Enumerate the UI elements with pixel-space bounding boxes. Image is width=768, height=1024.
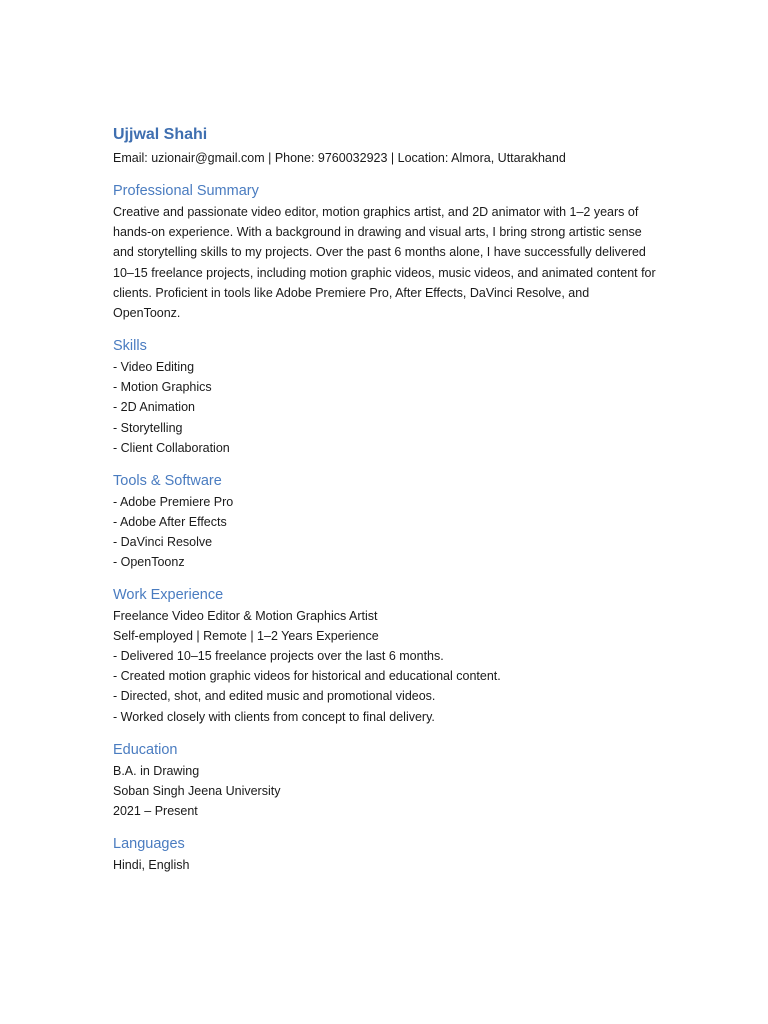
skills-list bbox=[113, 357, 658, 457]
tool-item: - OpenToonz bbox=[113, 554, 185, 569]
summary-heading: Professional Summary bbox=[113, 183, 259, 199]
tools-list bbox=[113, 492, 658, 572]
summary-text: Creative and passionate video editor, motion graphics artist, and 2D animator with 1–2 years of hands-on experience. With a background in drawing and visual arts, I bring strong artistic sense and storytelling skills to my projects. Over the past 6 months alone, I have successfully delivered 10–15 freelance projects, including motion graphic videos, music videos, and animated content for clients. Proficient in tools like Adobe Premiere Pro, After Effects, DaVinci Resolve, and OpenToonz. bbox=[113, 205, 656, 321]
contact-line: Email: uzionair@gmail.com | Phone: 9760032923 | Location: Almora, Uttarakhand bbox=[113, 151, 566, 165]
skills-heading: Skills bbox=[113, 338, 147, 355]
tools-heading: Tools & Software bbox=[113, 472, 222, 489]
skill-item: - Video Editing bbox=[113, 360, 195, 375]
skill-item: - Motion Graphics bbox=[113, 380, 212, 395]
experience-meta: Self-employed | Remote | 1–2 Years Experience bbox=[113, 629, 379, 644]
education-heading: Education bbox=[113, 741, 178, 758]
skill-item: - 2D Animation bbox=[113, 400, 195, 415]
experience-heading: Work Experience bbox=[113, 587, 224, 604]
tool-item: - Adobe After Effects bbox=[113, 514, 227, 529]
education-institution: Soban Singh Jeena University bbox=[113, 783, 281, 798]
resume-document bbox=[113, 124, 658, 875]
experience-item: - Delivered 10–15 freelance projects over the last 6 months. bbox=[113, 649, 444, 664]
experience-item: - Worked closely with clients from concept to final delivery. bbox=[113, 709, 435, 724]
languages-text: Hindi, English bbox=[113, 857, 190, 872]
languages-heading: Languages bbox=[113, 835, 185, 852]
skill-item: - Storytelling bbox=[113, 420, 183, 435]
skill-item: - Client Collaboration bbox=[113, 440, 230, 455]
tool-item: - Adobe Premiere Pro bbox=[113, 494, 234, 509]
tool-item: - DaVinci Resolve bbox=[113, 534, 213, 549]
experience-role: Freelance Video Editor & Motion Graphics Artist bbox=[113, 609, 378, 624]
experience-item: - Created motion graphic videos for historical and educational content. bbox=[113, 669, 501, 684]
education-years: 2021 – Present bbox=[113, 803, 198, 818]
education-degree: B.A. in Drawing bbox=[113, 763, 200, 778]
candidate-name: Ujjwal Shahi bbox=[113, 126, 208, 143]
experience-list bbox=[113, 646, 658, 726]
experience-item: - Directed, shot, and edited music and promotional videos. bbox=[113, 689, 436, 704]
